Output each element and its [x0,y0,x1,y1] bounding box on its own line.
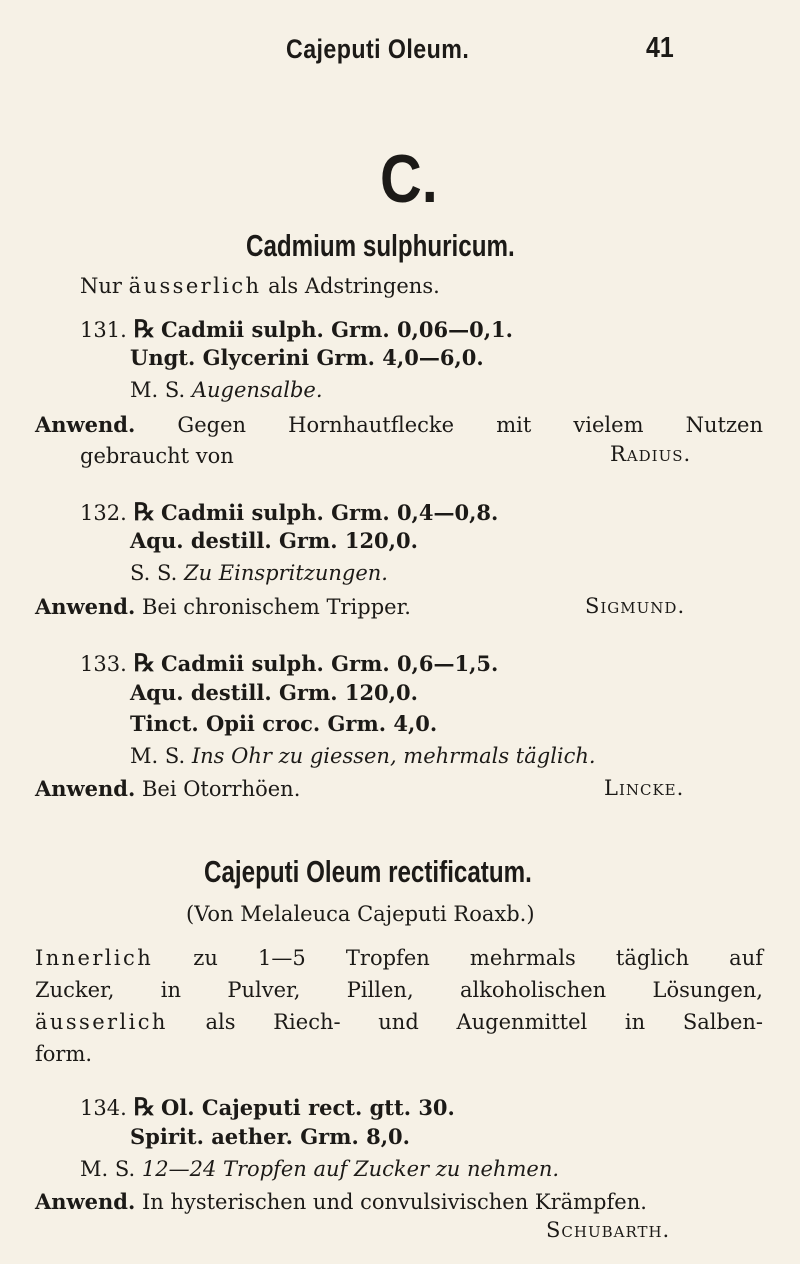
anwend-label: Anwend. [35,1189,136,1214]
ingredient: Ol. Cajeputi rect. gtt. 30. [160,1095,455,1120]
para-line-4: form. [35,1042,93,1066]
anwend [35,412,763,437]
signa-label: M. S. [130,378,186,402]
anwend [35,1189,647,1214]
usage-spaced: äusserlich [128,274,262,298]
signa-label: M. S. [80,1157,136,1181]
recipe-icon: ℞ [133,648,155,677]
anwend-text: Bei chronischem Tripper. [141,595,411,619]
signa-text: Zu Einspritzungen. [184,561,388,585]
signa-label: S. S. [130,561,178,585]
recipe-132-line-1 [80,497,498,526]
signa [130,378,323,402]
recipe-134-line-1 [80,1092,455,1121]
para-text: zu 1—5 Tropfen mehrmals täglich auf [193,946,763,970]
usage-prefix: Nur [80,274,122,298]
cadmium-title: Cadmium sulphuricum. [246,228,515,263]
anwend-continued: gebraucht von [80,444,234,468]
ingredient: Cadmii sulph. Grm. 0,06—0,1. [160,317,513,342]
recipe-number: 133. [80,652,127,676]
signa [80,1157,559,1181]
recipe-number: 131. [80,318,127,342]
signa-text: Ins Ohr zu giessen, mehrmals täglich. [191,744,596,768]
cadmium-usage [80,274,440,298]
signa-text: 12—24 Tropfen auf Zucker zu nehmen. [141,1157,560,1181]
anwend-label: Anwend. [35,412,136,437]
ingredient: Ungt. Glycerini Grm. 4,0—6,0. [130,345,484,370]
ingredient: Spirit. aether. Grm. 8,0. [130,1124,410,1149]
recipe-icon: ℞ [133,314,155,343]
signa [130,744,596,768]
ingredient: Tinct. Opii croc. Grm. 4,0. [130,711,438,736]
recipe-131-line-1 [80,314,513,343]
section-letter: C. [380,141,438,217]
ingredient: Cadmii sulph. Grm. 0,4—0,8. [160,500,499,525]
para-spaced-word: Innerlich [35,946,154,970]
cajeputi-subtitle: (Von Melaleuca Cajeputi Roaxb.) [186,902,535,926]
recipe-icon: ℞ [133,497,155,526]
anwend-label: Anwend. [35,594,136,619]
para-line-1 [35,946,763,970]
anwend-text: In hysterischen und convulsivischen Krämpfen. [141,1190,647,1214]
author: Radius. [610,442,692,466]
signa [130,561,388,585]
page-number: 41 [646,32,674,64]
anwend-text: Bei Otorrhöen. [141,777,301,801]
signa-text: Augensalbe. [191,378,323,402]
author: Schubarth. [546,1218,671,1242]
signa-label: M. S. [130,744,186,768]
running-title: Cajeputi Oleum. [286,34,470,64]
anwend [35,594,411,619]
para-text: als Riech- und Augenmittel in Salben- [205,1010,763,1034]
cajeputi-title: Cajeputi Oleum rectificatum. [204,854,532,889]
author: Sigmund. [585,594,686,618]
recipe-133-line-1 [80,648,498,677]
recipe-number: 132. [80,501,127,525]
usage-rest: als Adstringens. [268,274,440,298]
anwend-text: Gegen Hornhautflecke mit vielem Nutzen [177,413,763,437]
para-line-2: Zucker, in Pulver, Pillen, alkoholischen Lösungen, [35,978,763,1002]
recipe-icon: ℞ [133,1092,155,1121]
ingredient: Aqu. destill. Grm. 120,0. [130,528,418,553]
para-spaced-word: äusserlich [35,1010,168,1034]
recipe-number: 134. [80,1096,127,1120]
author: Lincke. [604,776,685,800]
para-line-3 [35,1010,763,1034]
anwend [35,776,300,801]
anwend-label: Anwend. [35,776,136,801]
ingredient: Cadmii sulph. Grm. 0,6—1,5. [160,651,499,676]
ingredient: Aqu. destill. Grm. 120,0. [130,680,418,705]
